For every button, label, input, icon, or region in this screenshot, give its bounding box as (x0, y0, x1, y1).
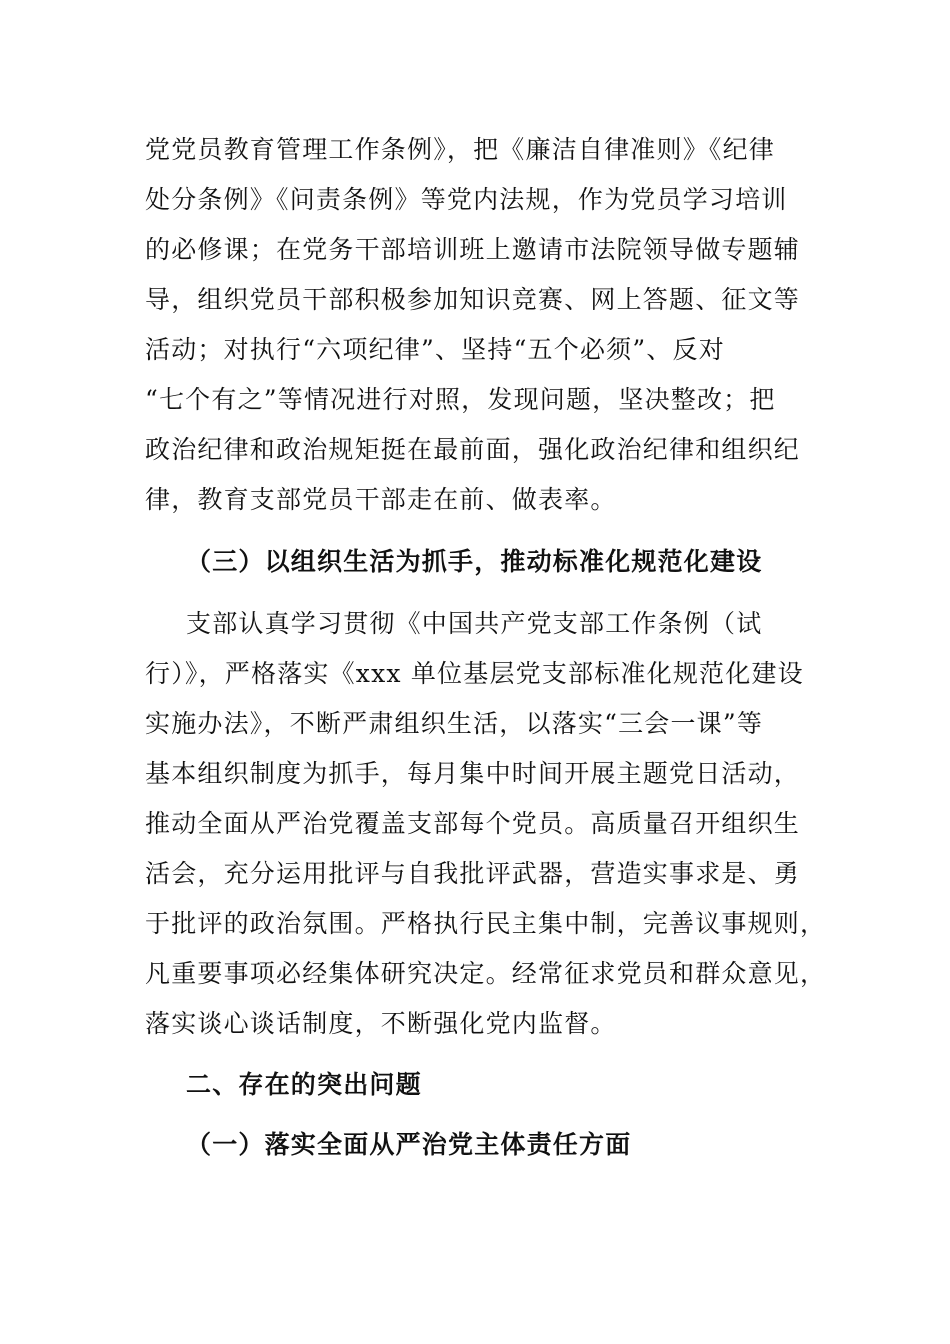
paragraph-line: 的必修课；在党务干部培训班上邀请市法院领导做专题辅 (145, 235, 801, 264)
paragraph-line: 党党员教育管理工作条例》，把《廉洁自律准则》《纪律 (145, 135, 776, 164)
paragraph-line: 活动；对执行“六项纪律”、坚持“五个必须”、反对 (145, 335, 725, 364)
subsection-heading: （一）落实全面从严治党主体责任方面 (186, 1130, 632, 1159)
paragraph-line: 实施办法》，不断严肃组织生活，以落实“三会一课”等 (145, 709, 764, 738)
paragraph-line: 活会，充分运用批评与自我批评武器，营造实事求是、勇 (145, 859, 801, 888)
paragraph-line: 导，组织党员干部积极参加知识竞赛、网上答题、征文等 (145, 285, 801, 314)
paragraph-line: 凡重要事项必经集体研究决定。经常征求党员和群众意见， (145, 959, 827, 988)
section-heading: （三）以组织生活为抓手，推动标准化规范化建设 (186, 547, 763, 576)
paragraph-line: “七个有之”等情况进行对照，发现问题，坚决整改；把 (145, 385, 776, 414)
paragraph-line: 落实谈心谈话制度，不断强化党内监督。 (145, 1009, 617, 1038)
paragraph-line: 推动全面从严治党覆盖支部每个党员。高质量召开组织生 (145, 809, 801, 838)
section-heading: 二、存在的突出问题 (186, 1070, 422, 1099)
paragraph-line: 于批评的政治氛围。严格执行民主集中制，完善议事规则， (145, 909, 827, 938)
paragraph-line: 行）》，严格落实《xxx 单位基层党支部标准化规范化建设 (145, 659, 804, 688)
paragraph-line: 律，教育支部党员干部走在前、做表率。 (145, 485, 617, 514)
paragraph-line: 支部认真学习贯彻《中国共产党支部工作条例（试 (186, 609, 763, 638)
paragraph-line: 政治纪律和政治规矩挺在最前面，强化政治纪律和组织纪 (145, 435, 801, 464)
paragraph-line: 基本组织制度为抓手，每月集中时间开展主题党日活动， (145, 759, 801, 788)
paragraph-line: 处分条例》《问责条例》等党内法规，作为党员学习培训 (145, 185, 788, 214)
